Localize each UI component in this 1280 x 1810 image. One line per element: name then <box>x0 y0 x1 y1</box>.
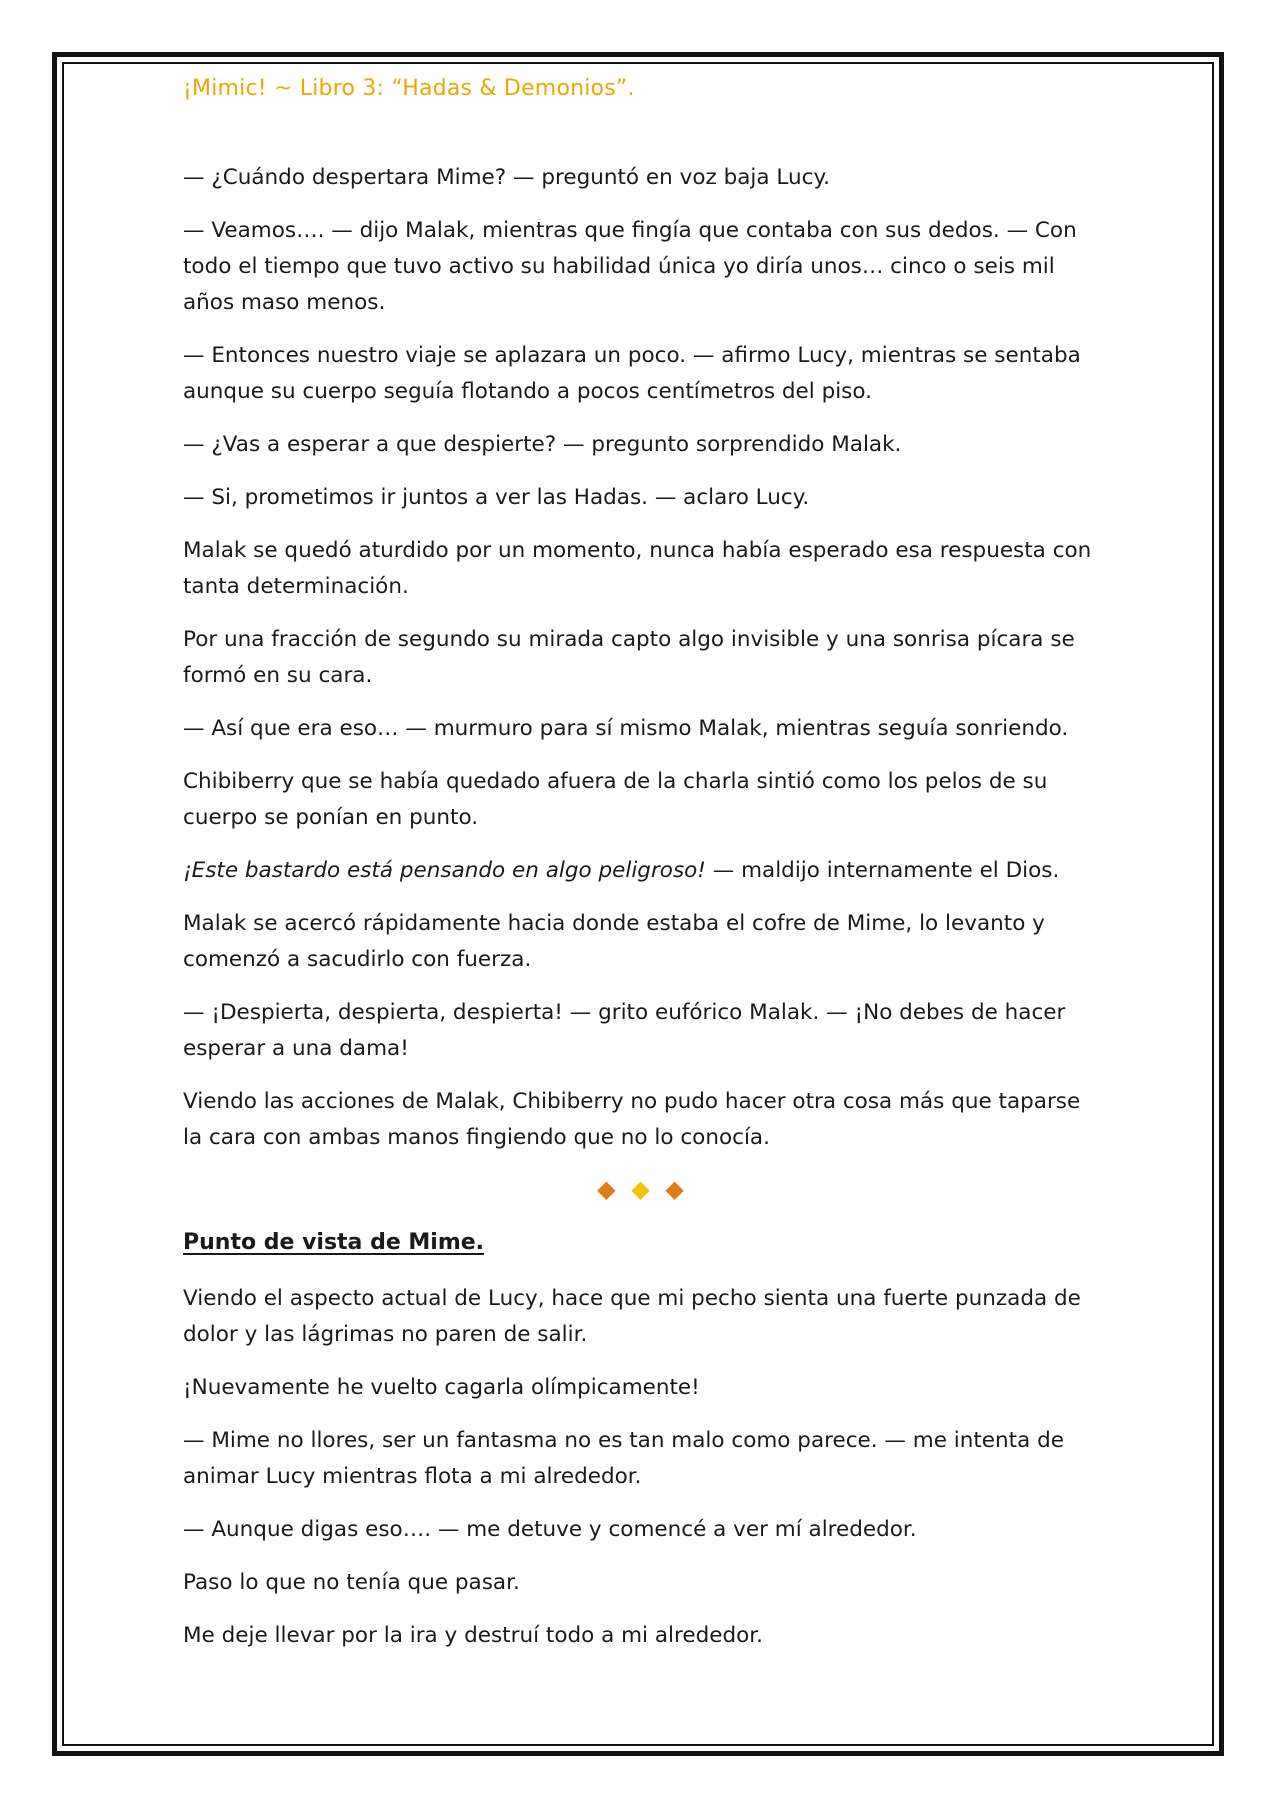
paragraph: — ¿Cuándo despertara Mime? — preguntó en voz baja Lucy. <box>183 165 830 190</box>
paragraph: — ¿Vas a esperar a que despierte? — pregunto sorprendido Malak. <box>183 432 902 457</box>
paragraph: Chibiberry que se había quedado afuera de la charla sintió como los pelos de su cuerpo se ponían en punto. <box>183 769 1048 830</box>
diamond-icon: ◆ <box>631 1175 650 1203</box>
paragraph-italic-thought <box>183 853 1098 889</box>
paragraph: — Entonces nuestro viaje se aplazara un poco. — afirmo Lucy, mientras se sentaba aunque su cuerpo seguía flotando a pocos centímetros del piso. <box>183 343 1081 404</box>
paragraph: Malak se quedó aturdido por un momento, nunca había esperado esa respuesta con tanta determinación. <box>183 538 1092 599</box>
paragraph: Malak se acercó rápidamente hacia donde estaba el cofre de Mime, lo levanto y comenzó a sacudirlo con fuerza. <box>183 911 1045 972</box>
paragraph: — Si, prometimos ir juntos a ver las Hadas. — aclaro Lucy. <box>183 485 810 510</box>
section-heading: Punto de vista de Mime. <box>183 1230 485 1255</box>
italic-thought: ¡Este bastardo está pensando en algo peligroso! <box>183 858 706 883</box>
paragraph: Paso lo que no tenía que pasar. <box>183 1570 520 1595</box>
paragraph: — Así que era eso… — murmuro para sí mismo Malak, mientras seguía sonriendo. <box>183 716 1069 741</box>
paragraph: — Aunque digas eso…. — me detuve y comencé a ver mí alrededor. <box>183 1517 917 1542</box>
paragraph: Viendo las acciones de Malak, Chibiberry no pudo hacer otra cosa más que taparse la cara con ambas manos fingiendo que no lo conocía. <box>183 1089 1081 1150</box>
diamond-icon: ◆ <box>665 1175 684 1203</box>
scene-separator <box>183 1173 1098 1205</box>
body-text <box>183 160 1098 1654</box>
running-header: ¡Mimic! ~ Libro 3: “Hadas & Demonios”. <box>183 76 635 101</box>
paragraph: — Mime no llores, ser un fantasma no es tan malo como parece. — me intenta de animar Lucy mientras flota a mi alrededor. <box>183 1428 1064 1489</box>
paragraph: ¡Nuevamente he vuelto cagarla olímpicamente! <box>183 1375 700 1400</box>
paragraph: — ¡Despierta, despierta, despierta! — grito eufórico Malak. — ¡No debes de hacer esperar a una dama! <box>183 1000 1066 1061</box>
paragraph: Por una fracción de segundo su mirada capto algo invisible y una sonrisa pícara se formó en su cara. <box>183 627 1075 688</box>
page-content <box>183 70 1098 1671</box>
thought-attribution: — maldijo internamente el Dios. <box>705 858 1060 883</box>
paragraph: Viendo el aspecto actual de Lucy, hace que mi pecho sienta una fuerte punzada de dolor y las lágrimas no paren de salir. <box>183 1286 1081 1347</box>
paragraph: — Veamos…. — dijo Malak, mientras que fingía que contaba con sus dedos. — Con todo el tiempo que tuvo activo su habilidad única yo diría unos… cinco o seis mil años maso menos. <box>183 218 1077 315</box>
diamond-icon: ◆ <box>597 1175 616 1203</box>
paragraph: Me deje llevar por la ira y destruí todo a mi alrededor. <box>183 1623 763 1648</box>
